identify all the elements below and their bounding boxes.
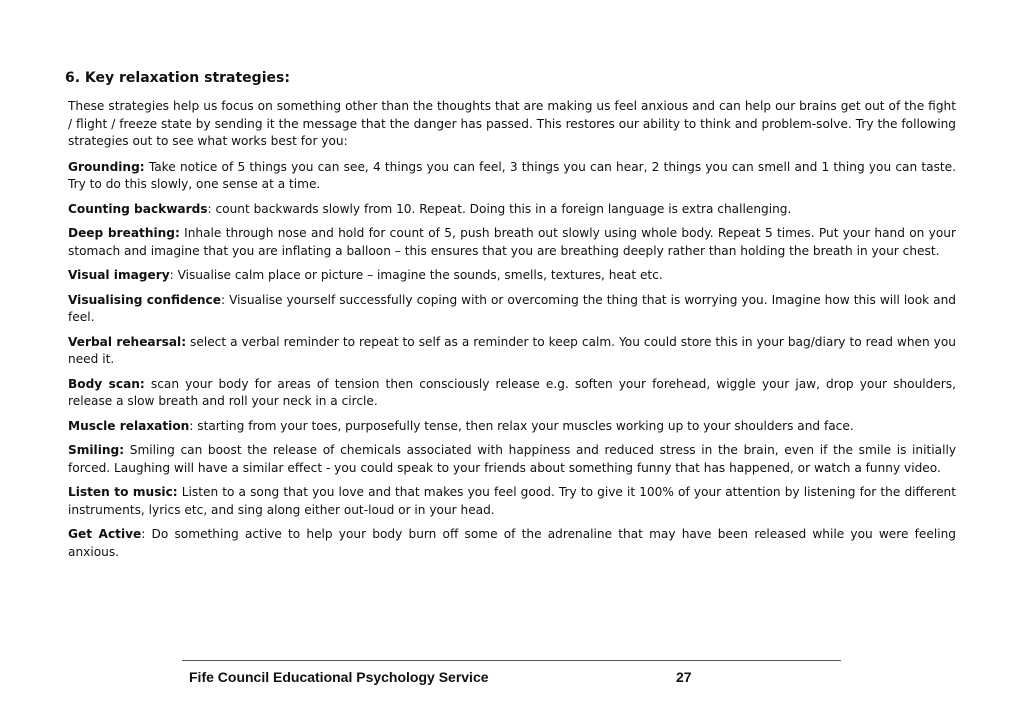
strategy-term: Verbal rehearsal: xyxy=(68,334,187,349)
footer-divider xyxy=(182,660,841,661)
strategies-content xyxy=(68,98,956,568)
strategy-description: : Visualise calm place or picture – imagine the sounds, smells, textures, heat etc. xyxy=(169,268,663,282)
page-number: 27 xyxy=(676,669,692,685)
strategy-description: : starting from your toes, purposefully tense, then relax your muscles working up to your shoulders and face. xyxy=(189,418,854,433)
strategy-description: scan your body for areas of tension then consciously release e.g. soften your forehead, wiggle your jaw, drop your shoulders, release a slow breath and roll your neck in a circle. xyxy=(68,376,956,408)
strategy-description: : count backwards slowly from 10. Repeat. Doing this in a foreign language is extra challenging. xyxy=(207,201,792,216)
strategy-description: select a verbal reminder to repeat to self as a reminder to keep calm. You could store this in your bag/diary to read when you need it. xyxy=(68,334,956,366)
strategy-term: Deep breathing: xyxy=(68,226,180,240)
strategy-description: : Do something active to help your body burn off some of the adrenaline that may have been released while you were feeling anxious. xyxy=(68,527,956,559)
strategy-term: Visualising confidence xyxy=(68,292,221,307)
strategy-term: Get Active xyxy=(68,527,142,541)
strategy-counting-backwards xyxy=(68,201,956,219)
strategy-smiling xyxy=(68,442,956,477)
strategy-description: Inhale through nose and hold for count of 5, push breath out slowly using whole body. Repeat 5 times. Put your hand on your stomach and imagine that you are inflating a balloon – this ensures that you are breathing deeply rather than holding the breath in your chest. xyxy=(68,226,956,258)
strategy-get-active xyxy=(68,526,956,561)
strategy-term: Smiling: xyxy=(68,443,125,457)
strategy-listen-to-music xyxy=(68,484,956,519)
strategy-verbal-rehearsal xyxy=(68,334,956,369)
intro-paragraph: These strategies help us focus on something other than the thoughts that are making us feel anxious and can help our brains get out of the fight / flight / freeze state by sending it the message that the danger has passed. This restores our ability to think and problem-solve. Try the following strategies out to see what works best for you: xyxy=(68,99,956,148)
footer-organisation: Fife Council Educational Psychology Service xyxy=(189,669,489,685)
strategy-description: Take notice of 5 things you can see, 4 things you can feel, 3 things you can hear, 2 things you can smell and 1 thing you can taste. Try to do this slowly, one sense at a time. xyxy=(68,159,956,191)
strategy-deep-breathing xyxy=(68,225,956,260)
strategy-term: Muscle relaxation xyxy=(68,418,190,433)
strategy-term: Listen to music: xyxy=(68,485,178,499)
section-heading: 6. Key relaxation strategies: xyxy=(65,70,290,86)
strategy-description: : Visualise yourself successfully coping with or overcoming the thing that is worrying you. Imagine how this will look and feel. xyxy=(68,292,956,324)
strategy-visual-imagery xyxy=(68,267,956,285)
strategy-description: Smiling can boost the release of chemicals associated with happiness and reduced stress in the brain, even if the smile is initially forced. Laughing will have a similar effect - you could speak to your friends about something funny that has happened, or watch a funny video. xyxy=(68,443,956,475)
strategy-term: Counting backwards xyxy=(68,201,208,216)
strategy-term: Body scan: xyxy=(68,376,145,391)
strategy-body-scan xyxy=(68,376,956,411)
strategy-grounding xyxy=(68,159,956,194)
strategy-term: Visual imagery xyxy=(68,268,170,282)
strategy-description: Listen to a song that you love and that makes you feel good. Try to give it 100% of your attention by listening for the different instruments, lyrics etc, and sing along either out-loud or in your head. xyxy=(68,485,957,517)
strategy-term: Grounding: xyxy=(68,159,145,174)
strategy-visualising-confidence xyxy=(68,292,956,327)
strategy-muscle-relaxation xyxy=(68,418,956,436)
